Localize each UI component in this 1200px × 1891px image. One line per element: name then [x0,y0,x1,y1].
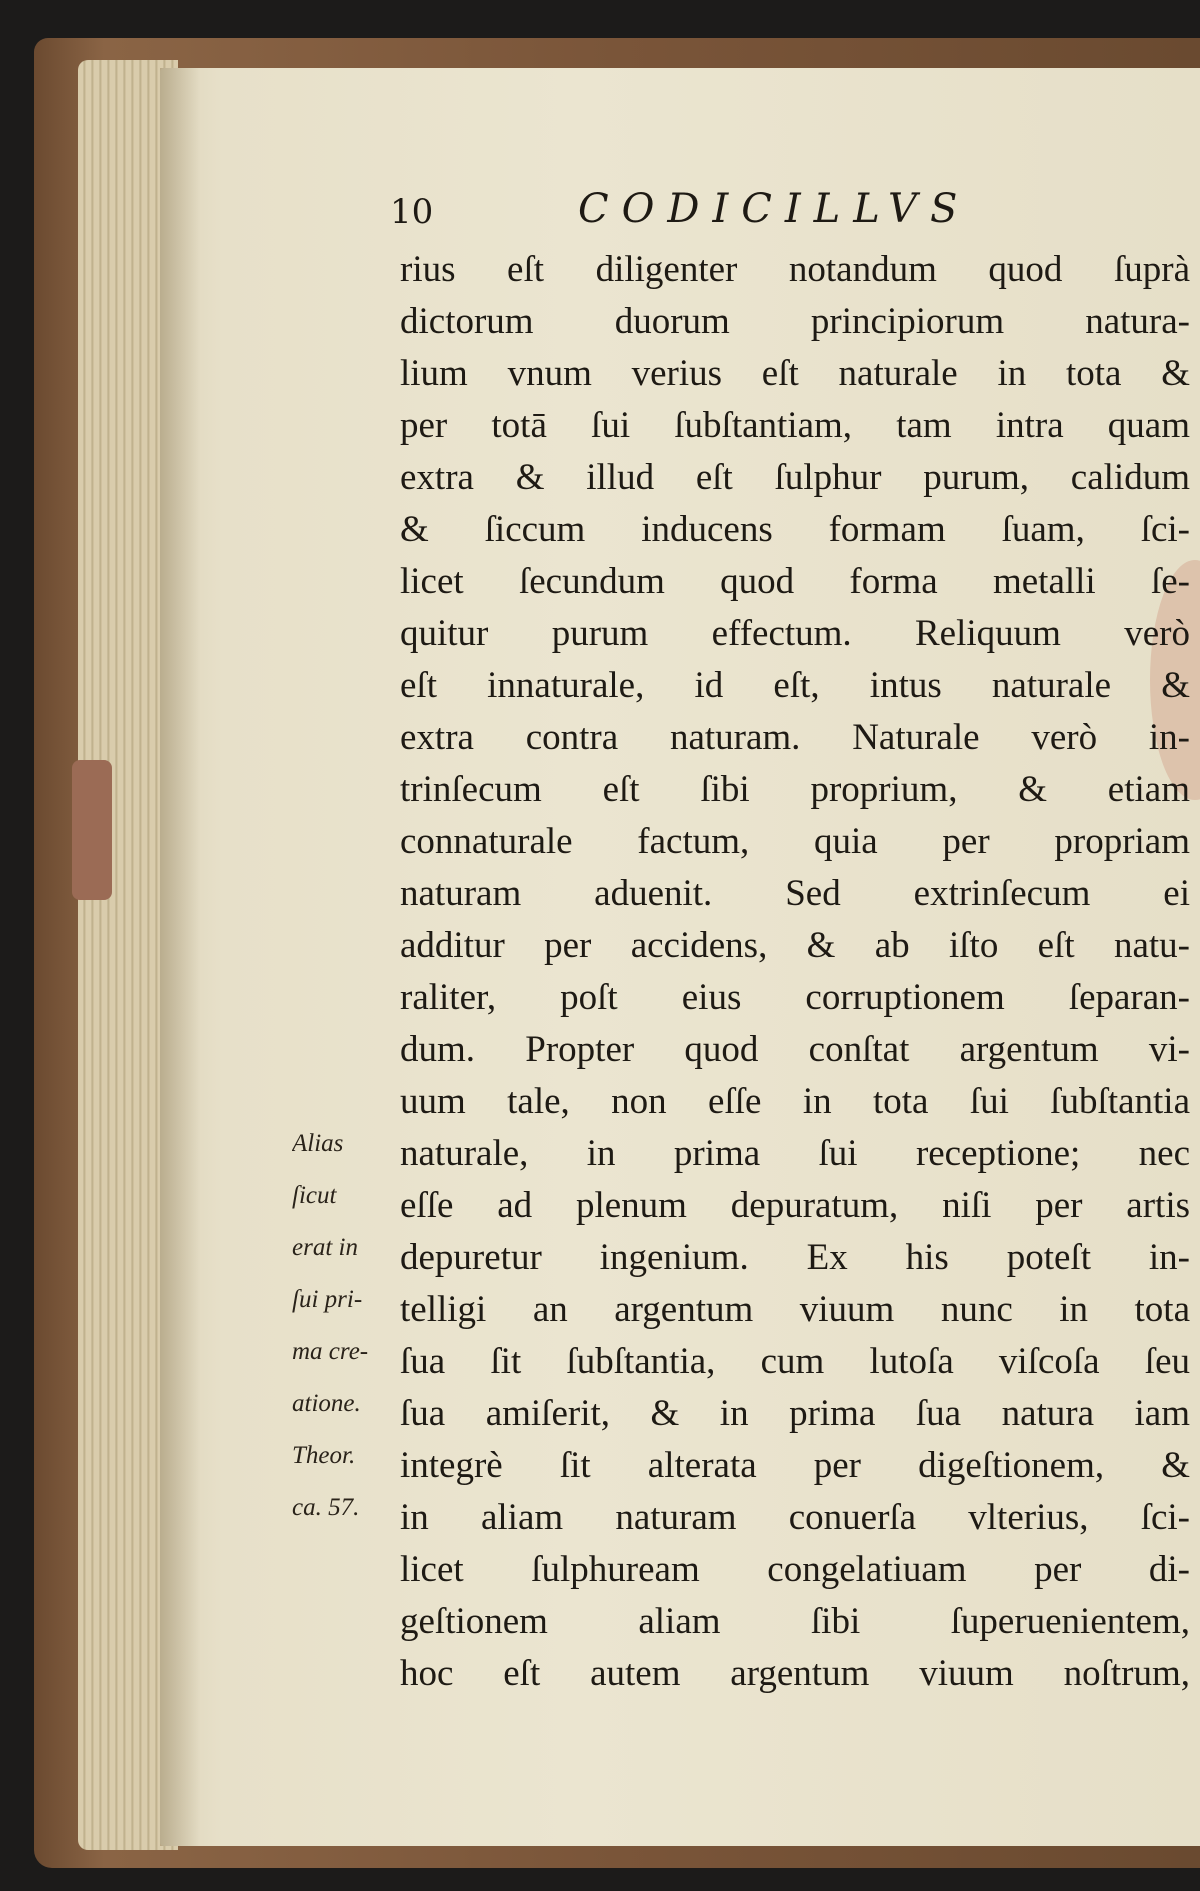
margin-note-line: ma cre- [292,1338,369,1365]
text-line: hoc eſt autem argentum viuum noſtrum, [400,1653,1190,1694]
text-line: raliter, poſt eius corruptionem ſeparan- [400,977,1190,1018]
text-line: licet ſecundum quod forma metalli ſe- [400,561,1190,602]
text-line: per totā ſui ſubſtantiam, tam intra quam [400,405,1190,446]
text-line: trinſecum eſt ſibi proprium, & etiam [400,769,1190,810]
text-line: eſt innaturale, id eſt, intus naturale & [400,665,1190,706]
gutter-shadow [160,68,200,1846]
text-line: & ſiccum inducens formam ſuam, ſci- [400,509,1190,550]
text-line: connaturale factum, quia per propriam [400,821,1190,862]
text-line: dictorum duorum principiorum natura- [400,301,1190,342]
text-line: uum tale, non eſſe in tota ſui ſubſtantia [400,1081,1190,1122]
text-line: telligi an argentum viuum nunc in tota [400,1289,1190,1330]
edge-stain [72,760,112,900]
margin-note-line: Alias [292,1130,344,1157]
margin-note [292,1118,404,1534]
text-line: in aliam naturam conuerſa vlterius, ſci- [400,1497,1190,1538]
text-line: naturam aduenit. Sed extrinſecum ei [400,873,1190,914]
text-line: ſua ſit ſubſtantia, cum lutoſa viſcoſa ſeu [400,1341,1190,1382]
text-line: depuretur ingenium. Ex his poteſt in- [400,1237,1190,1278]
text-line: eſſe ad plenum depuratum, niſi per artis [400,1185,1190,1226]
margin-note-line: ſui pri- [292,1286,363,1313]
running-head [390,186,1010,238]
text-line: naturale, in prima ſui receptione; nec [400,1133,1190,1174]
text-line: dum. Propter quod conſtat argentum vi- [400,1029,1190,1070]
text-line: quitur purum effectum. Reliquum verò [400,613,1190,654]
text-line: licet ſulphuream congelatiuam per di- [400,1549,1190,1590]
margin-note-line: Theor. [292,1442,356,1469]
text-line: additur per accidens, & ab iſto eſt natu- [400,925,1190,966]
text-line: rius eſt diligenter notandum quod ſuprà [400,249,1190,290]
text-line: extra & illud eſt ſulphur purum, calidum [400,457,1190,498]
margin-note-line: erat in [292,1234,358,1261]
page-number: 10 [390,192,434,232]
text-line: geſtionem aliam ſibi ſuperuenientem, [400,1601,1190,1642]
text-line: extra contra naturam. Naturale verò in- [400,717,1190,758]
text-line: ſua amiſerit, & in prima ſua natura iam [400,1393,1190,1434]
running-head-title: CODICILLVS [578,186,971,232]
text-line: integrè ſit alterata per digeſtionem, & [400,1445,1190,1486]
body-text [400,244,1190,1700]
margin-note-line: ſicut [292,1182,337,1209]
text-line: lium vnum verius eſt naturale in tota & [400,353,1190,394]
margin-note-line: ca. 57. [292,1494,360,1521]
margin-note-line: atione. [292,1390,361,1417]
